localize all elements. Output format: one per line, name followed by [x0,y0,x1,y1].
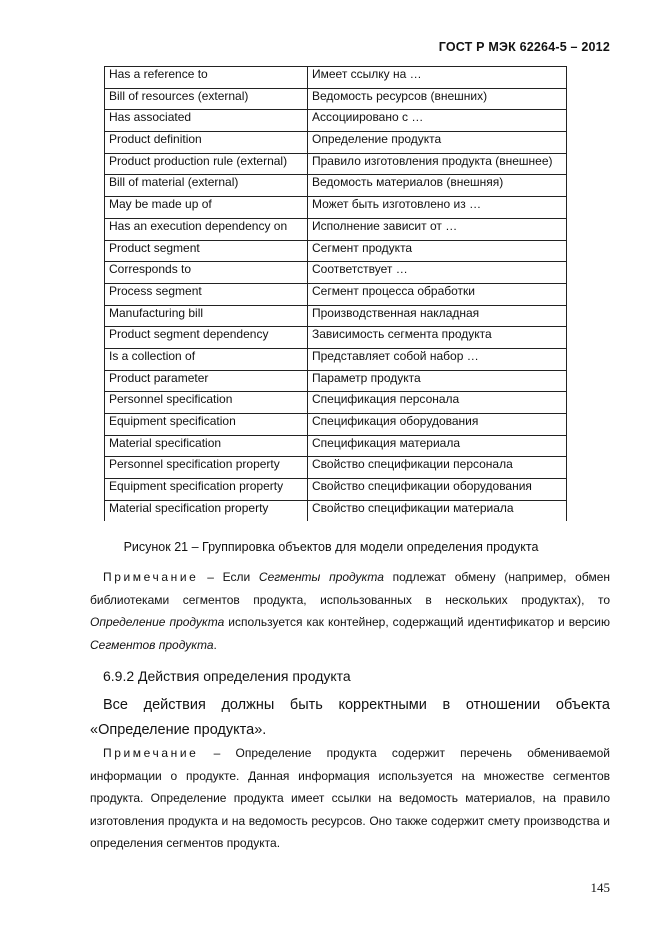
term-russian: Параметр продукта [308,370,567,392]
term-english: Has a reference to [105,67,308,89]
term-russian: Соответствует … [308,262,567,284]
table-row [105,110,567,132]
document-header: ГОСТ Р МЭК 62264-5 – 2012 [438,40,610,54]
term-russian: Зависимость сегмента продукта [308,327,567,349]
term-english: Bill of resources (external) [105,88,308,110]
note-italic-term: Сегменты продукта [258,570,384,584]
term-russian: Свойство спецификации оборудования [308,479,567,501]
table-row [105,348,567,370]
word: должны [221,697,275,713]
term-english: Corresponds to [105,262,308,284]
note-label: Примечание [103,570,199,584]
note-dash: – [198,746,236,760]
table-row [105,175,567,197]
term-russian: Спецификация оборудования [308,414,567,436]
term-english: Equipment specification property [105,479,308,501]
table-row [105,414,567,436]
table-row [105,88,567,110]
term-english: Material specification property [105,500,308,521]
word: действия [143,697,206,713]
section-paragraph-line-2: «Определение продукта». [90,722,267,738]
note-paragraph-2 [90,742,610,855]
term-english: Product production rule (external) [105,153,308,175]
term-english: Manufacturing bill [105,305,308,327]
table-row [105,262,567,284]
table-row [105,67,567,89]
word: Все [103,697,128,713]
note-text: Определение продукта содержит перечень обмениваемой информации о продукте. Данная информация используется на множестве сегментов продукта. Определение продукта имеет ссылки на ведомость материалов, на правило изготовления продукта и на ведомость ресурсов. Оно также содержит смету производства и определения сегментов продукта. [90,746,611,850]
term-english: Equipment specification [105,414,308,436]
term-russian: Сегмент продукта [308,240,567,262]
note-paragraph-1 [90,566,610,656]
table-row [105,153,567,175]
term-russian: Ассоциировано с … [308,110,567,132]
note-italic-term: Сегментов продукта [90,637,214,652]
table-row [105,218,567,240]
term-english: Product parameter [105,370,308,392]
word: быть [289,697,323,713]
table-row [105,392,567,414]
figure-caption: Рисунок 21 – Группировка объектов для модели определения продукта [123,540,539,554]
term-russian: Ведомость материалов (внешняя) [308,175,567,197]
glossary-table [104,66,567,521]
word: объекта [555,697,610,713]
term-english: Product definition [105,132,308,154]
term-russian: Имеет ссылку на … [308,67,567,89]
table-row [105,327,567,349]
table-row [105,240,567,262]
note-text: подлежат обмену (например, обмен библиотеками сегментов продукта, использованных в нескольких продуктах), то [90,570,610,607]
word: корректными [338,697,427,713]
table-row [105,305,567,327]
glossary-table-body [105,67,567,522]
table-row [105,370,567,392]
term-russian: Исполнение зависит от … [308,218,567,240]
table-row [105,435,567,457]
term-english: Product segment [105,240,308,262]
word: отношении [465,697,541,713]
term-english: Personnel specification property [105,457,308,479]
note-italic-term: Определение продукта [90,615,225,629]
table-row [105,479,567,501]
page-number: 145 [590,880,610,895]
term-russian: Производственная накладная [308,305,567,327]
section-paragraph-line-1 [90,693,610,718]
section-heading: 6.9.2 Действия определения продукта [103,668,351,684]
table-row [105,500,567,521]
term-english: Is a collection of [105,348,308,370]
term-english: Personnel specification [105,392,308,414]
term-russian: Может быть изготовлено из … [308,197,567,219]
table-row [105,197,567,219]
term-russian: Представляет собой набор … [308,348,567,370]
section-paragraph [90,693,610,743]
term-english: Material specification [105,435,308,457]
term-russian: Правило изготовления продукта (внешнее) [308,153,567,175]
note-text: . [213,637,217,652]
note-label: Примечание [103,746,199,760]
term-english: Has associated [105,110,308,132]
note-text: используется как контейнер, содержащий идентификатор и версию [224,615,610,629]
term-english: Product segment dependency [105,327,308,349]
term-russian: Ведомость ресурсов (внешних) [308,88,567,110]
table-row [105,283,567,305]
note-text: Если [222,570,259,584]
table-row [105,457,567,479]
term-russian: Сегмент процесса обработки [308,283,567,305]
term-english: Process segment [105,283,308,305]
table-row [105,132,567,154]
term-russian: Спецификация материала [308,435,567,457]
term-russian: Свойство спецификации персонала [308,457,567,479]
note-dash: – [198,570,223,584]
term-russian: Свойство спецификации материала [308,500,567,521]
term-russian: Спецификация персонала [308,392,567,414]
term-english: Bill of material (external) [105,175,308,197]
term-english: Has an execution dependency on [105,218,308,240]
word: в [442,697,451,713]
term-russian: Определение продукта [308,132,567,154]
term-english: May be made up of [105,197,308,219]
